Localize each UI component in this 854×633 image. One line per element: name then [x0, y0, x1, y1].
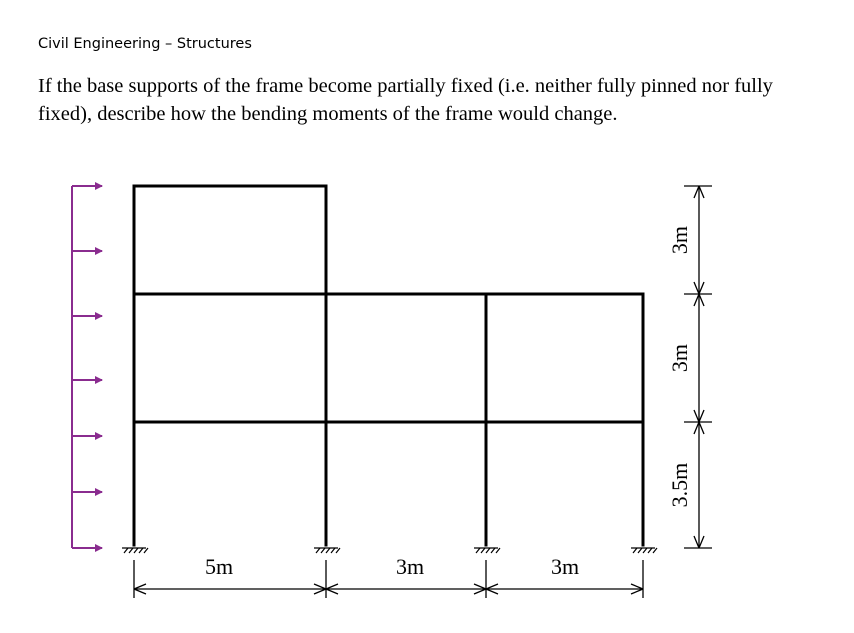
dimension-label-top-storey: 3m	[667, 225, 692, 255]
dimension-label-bay-3: 3m	[550, 554, 580, 579]
dimension-label-bay-2: 3m	[395, 554, 425, 579]
dimension-label-bottom-storey: 3.5m	[667, 462, 692, 508]
base-supports	[122, 548, 657, 553]
subject-label: Civil Engineering – Structures	[38, 36, 252, 52]
dimension-label-bay-1: 5m	[204, 554, 234, 579]
distributed-load	[72, 186, 102, 548]
frame-members	[134, 186, 643, 545]
dimension-label-middle-storey: 3m	[667, 343, 692, 373]
question-text: If the base supports of the frame become partially fixed (i.e. neither fully pinned nor fully fixed), describe how the bending moments of the frame would change.	[38, 75, 773, 125]
